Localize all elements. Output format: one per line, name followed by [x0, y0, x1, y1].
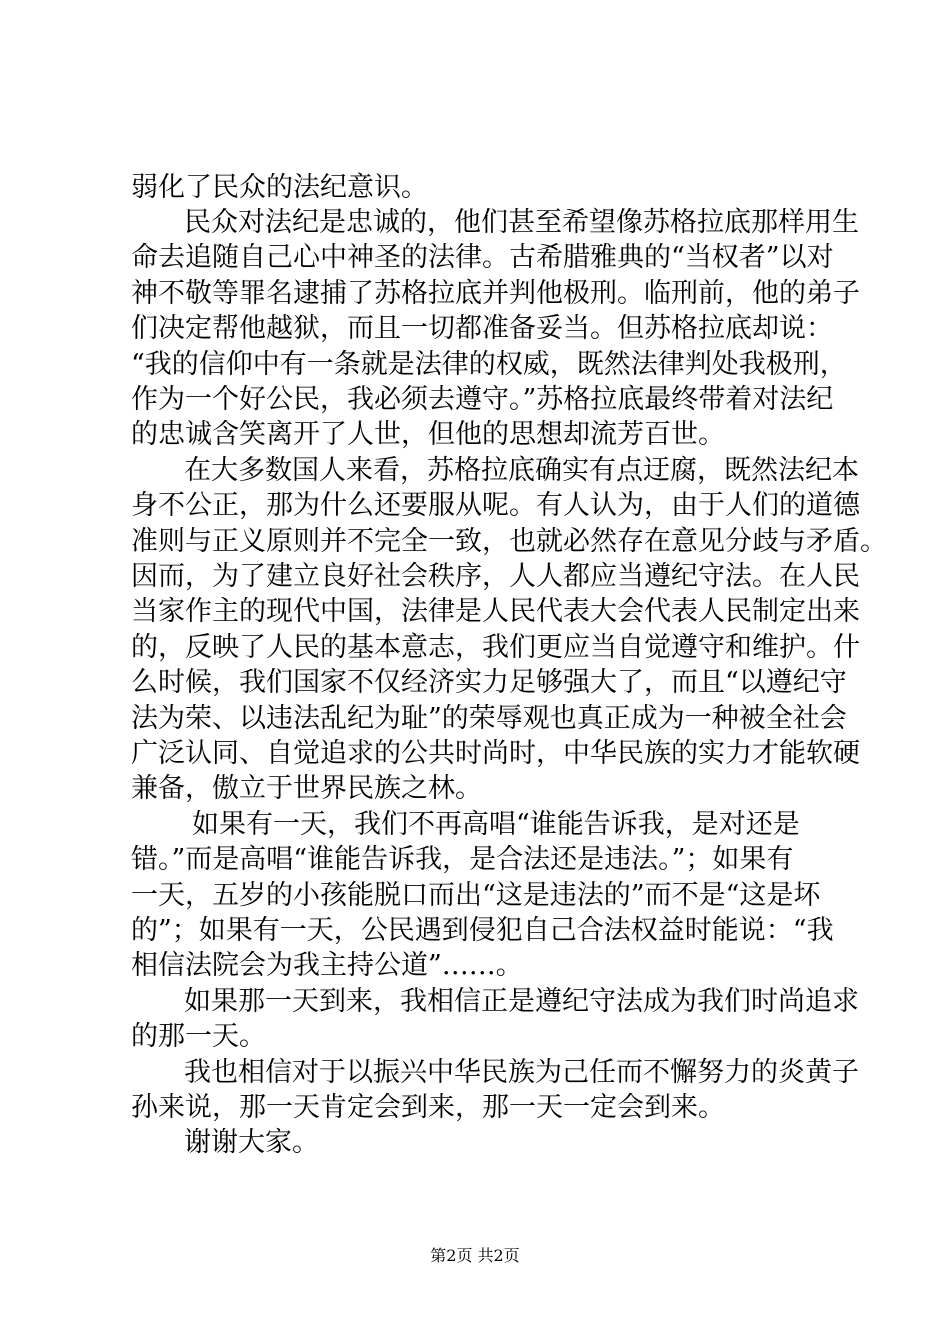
text-line: 孙来说，那一天肯定会到来，那一天一定会到来。: [131, 1092, 725, 1123]
text-line: 作为一个好公民，我必须去遵守。”苏格拉底最终带着对法纪: [131, 384, 834, 415]
text-line: 法为荣、以违法乱纪为耻”的荣辱观也真正成为一种被全社会: [131, 703, 847, 734]
paragraph-first-line: 谢谢大家。: [184, 1127, 319, 1158]
text-line: 弱化了民众的法纪意识。: [131, 172, 428, 203]
text-line: “我的信仰中有一条就是法律的权威，既然法律判处我极刑，: [131, 349, 847, 380]
paragraph-first-line: 在大多数国人来看，苏格拉底确实有点迂腐，既然法纪本: [184, 455, 859, 486]
text-line: 一天，五岁的小孩能脱口而出“这是违法的”而不是“这是坏: [131, 880, 821, 911]
text-line: 的那一天。: [131, 1021, 266, 1052]
text-line: 因而，为了建立良好社会秩序，人人都应当遵纪守法。在人民: [131, 561, 860, 592]
text-line: 错。”而是高唱“谁能告诉我，是合法还是违法。”；如果有: [131, 844, 794, 875]
text-line: 神不敬等罪名逮捕了苏格拉底并判他极刑。临刑前，他的弟子: [131, 278, 860, 309]
paragraph-first-line: 如果有一天，我们不再高唱“谁能告诉我，是对还是: [192, 809, 800, 840]
text-line: 当家作主的现代中国，法律是人民代表大会代表人民制定出来: [131, 596, 860, 627]
text-line: 的忠诚含笑离开了人世，但他的思想却流芳百世。: [131, 419, 725, 450]
text-line: 的”；如果有一天，公民遇到侵犯自己合法权益时能说：“我: [131, 915, 834, 946]
text-line: 们决定帮他越狱，而且一切都准备妥当。但苏格拉底却说：: [131, 313, 833, 344]
text-line: 广泛认同、自觉追求的公共时尚时，中华民族的实力才能软硬: [131, 738, 860, 769]
text-line: 么时候，我们国家不仅经济实力足够强大了，而且“以遵纪守: [131, 667, 847, 698]
paragraph-first-line: 如果那一天到来，我相信正是遵纪守法成为我们时尚追求: [184, 986, 859, 1017]
text-line: 的，反映了人民的基本意志，我们更应当自觉遵守和维护。什: [131, 632, 860, 663]
paragraph-first-line: 民众对法纪是忠诚的，他们甚至希望像苏格拉底那样用生: [184, 207, 859, 238]
paragraph-first-line: 我也相信对于以振兴中华民族为己任而不懈努力的炎黄子: [184, 1057, 859, 1088]
page-number-footer: 第2页 共2页: [430, 1246, 520, 1265]
text-line: 准则与正义原则并不完全一致，也就必然存在意见分歧与矛盾。: [131, 526, 887, 557]
text-line: 兼备，傲立于世界民族之林。: [131, 773, 482, 804]
text-line: 身不公正，那为什么还要服从呢。有人认为，由于人们的道德: [131, 490, 860, 521]
text-line: 相信法院会为我主持公道”……。: [131, 950, 523, 981]
text-line: 命去追随自己心中神圣的法律。古希腊雅典的“当权者”以对: [131, 242, 834, 273]
